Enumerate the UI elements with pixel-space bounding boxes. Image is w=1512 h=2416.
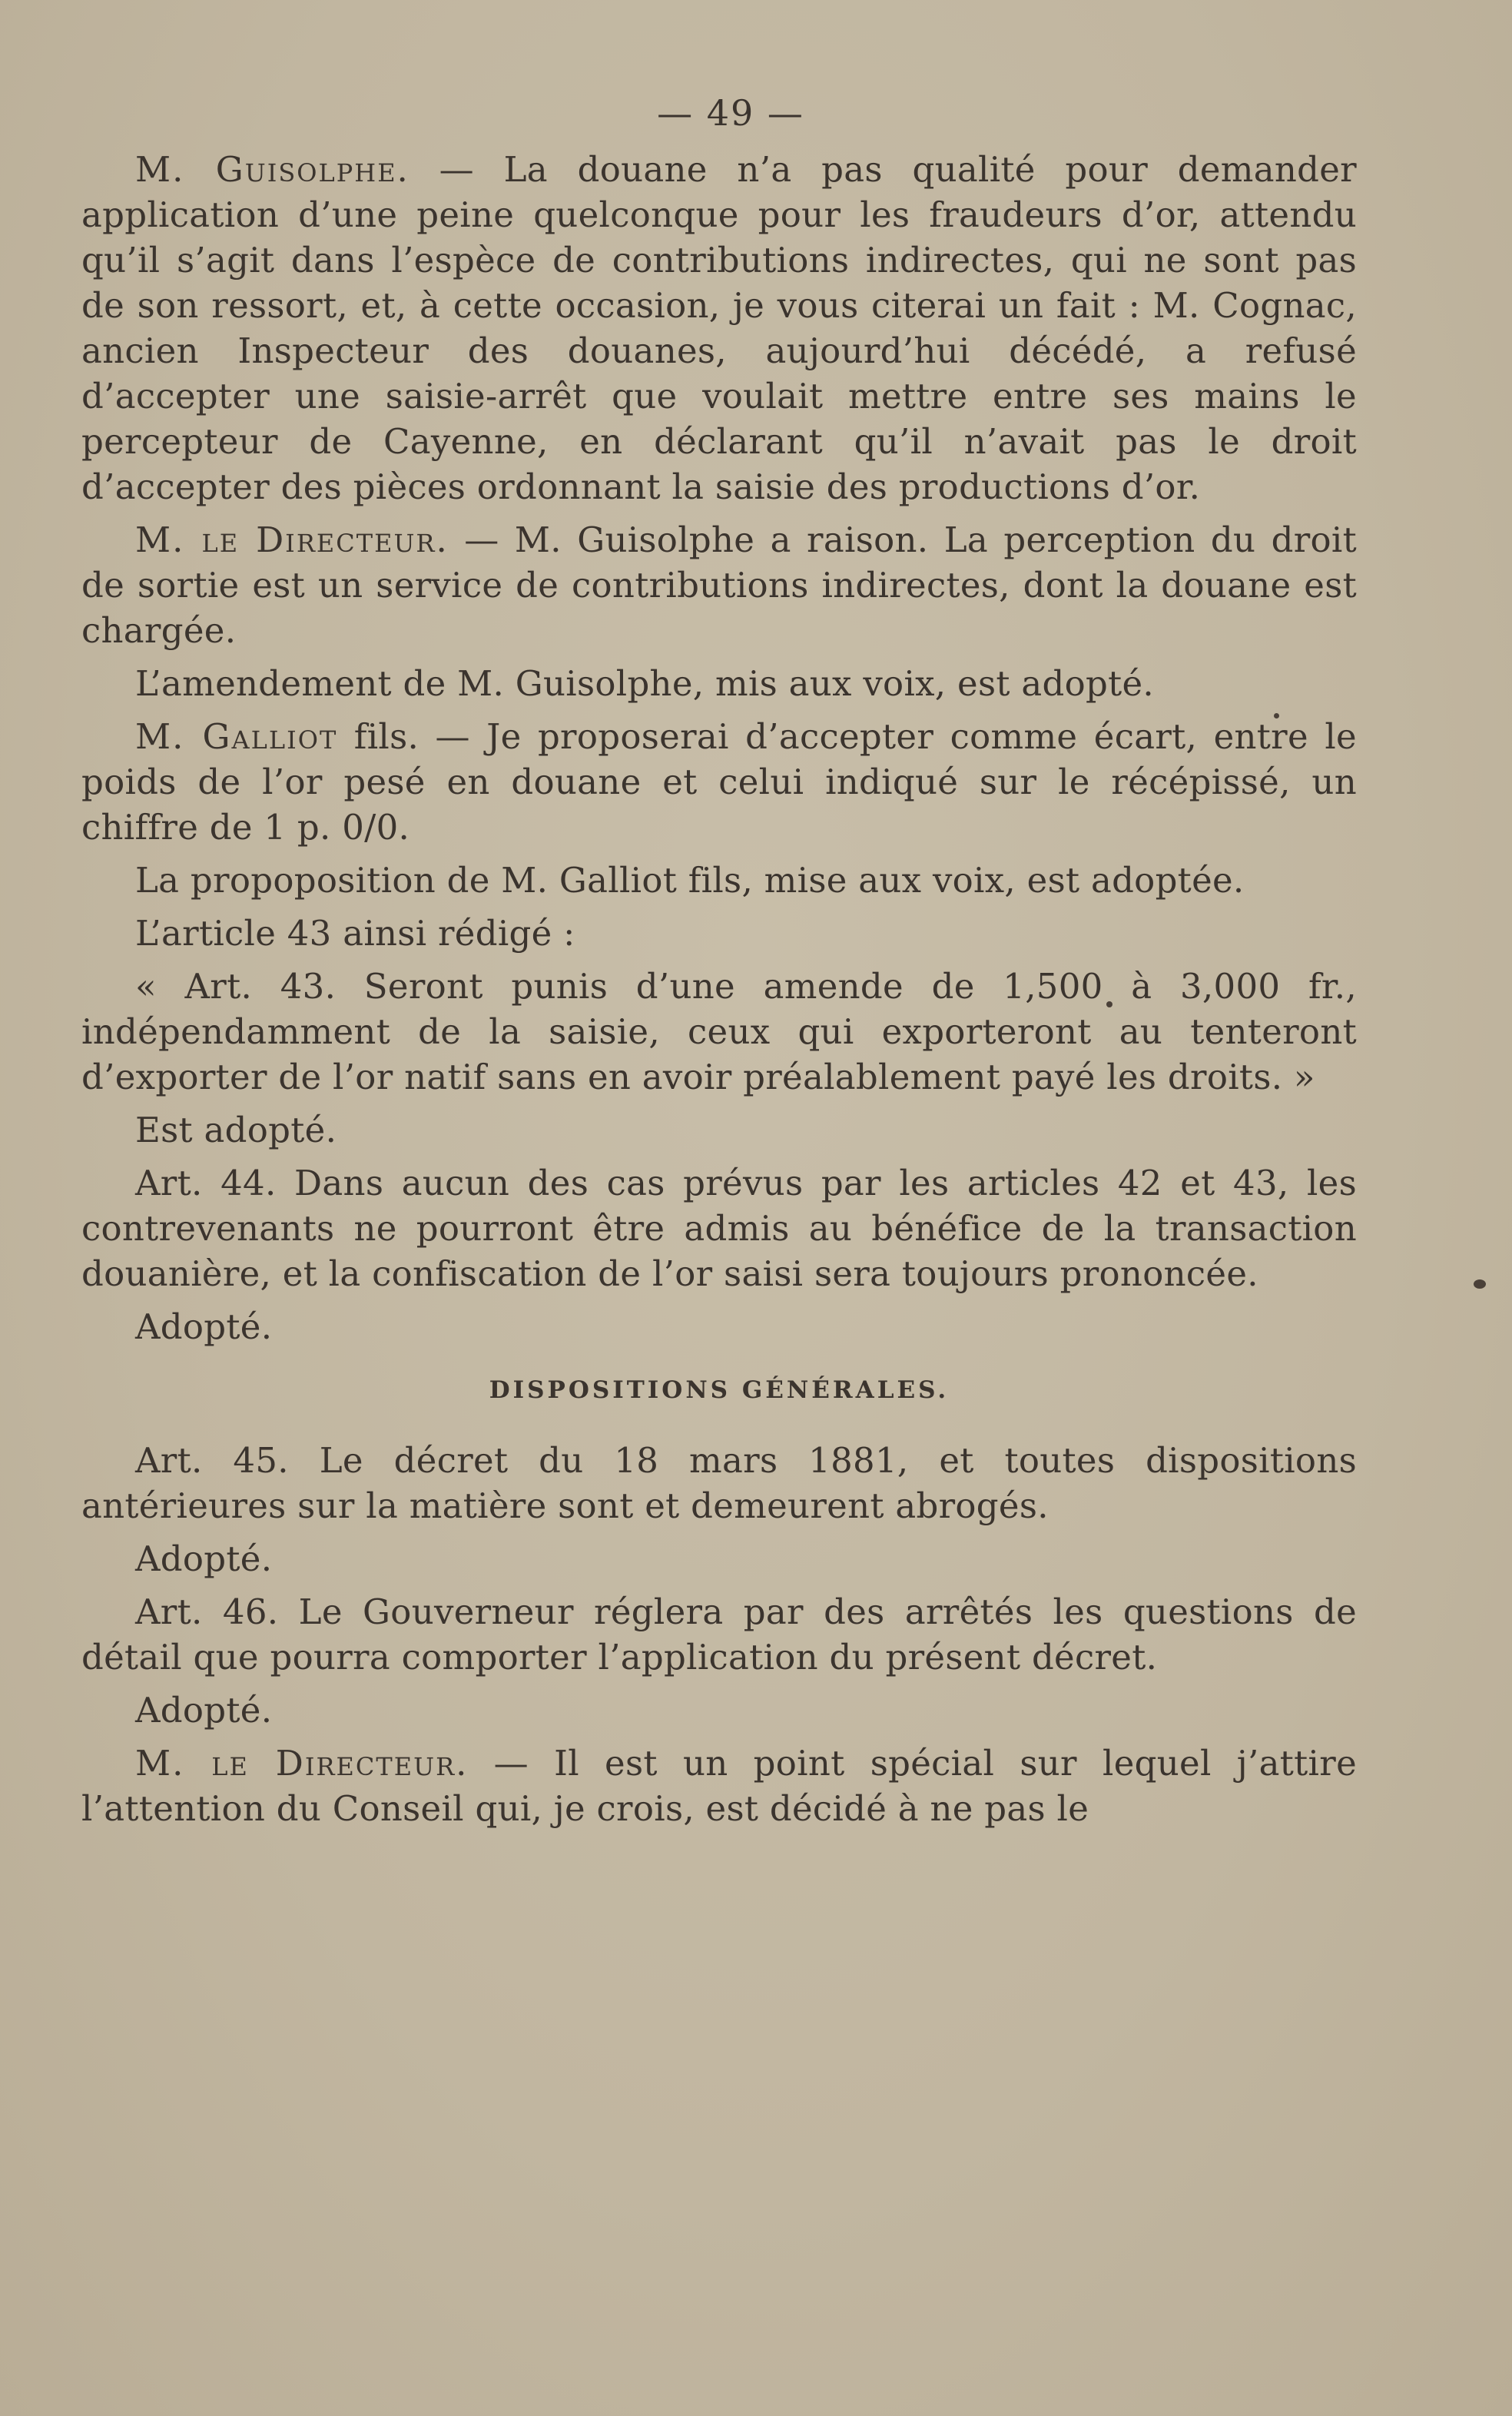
paragraph-text: — Il est un point spécial sur lequel j’attire l’attention du Conseil qui, je crois, est décidé à ne pas le <box>81 1743 1357 1829</box>
paragraph-text: L’article 43 ainsi rédigé : <box>135 913 575 954</box>
paragraph-text: « Art. 43. Seront punis d’une amende de 1,500 à 3,000 fr., indépendamment de la saisie, ceux qui exporteront au tenteront d’exporter de l’or natif sans en avoir préalablement payé les droits. » <box>81 966 1357 1097</box>
page-number: — 49 — <box>657 92 804 134</box>
paragraph-text: Adopté. <box>135 1690 273 1731</box>
paragraph <box>81 714 1357 850</box>
speaker-name: M. le Directeur. <box>135 1743 469 1784</box>
paragraph-text: Art. 45. Le décret du 18 mars 1881, et toutes dispositions antérieures sur la matière sont et demeurent abrogés. <box>81 1440 1357 1526</box>
paragraph-text: Art. 46. Le Gouverneur réglera par des arrêtés les questions de détail que pourra comporter l’application du présent décret. <box>81 1591 1357 1678</box>
paragraph-text: — La douane n’a pas qualité pour demander application d’une peine quelconque pour les fraudeurs d’or, attendu qu’il s’agit dans l’espèce de contributions indirectes, qui ne sont pas de son ressort, et, à cette occasion, je vous citerai un fait : M. Cognac, ancien Inspecteur des douanes, aujourd’hui décédé, a refusé d’accepter une saisie-arrêt que voulait mettre entre ses mains le percepteur de Cayenne, en déclarant qu’il n’avait pas le droit d’accepter des pièces ordonnant la saisie des productions d’or. <box>81 149 1357 507</box>
paragraph <box>81 1438 1357 1528</box>
paragraph <box>81 964 1357 1100</box>
section-heading: DISPOSITIONS GÉNÉRALES. <box>489 1376 950 1404</box>
paragraph <box>81 911 1357 956</box>
paragraph <box>81 1160 1357 1296</box>
paragraph <box>81 517 1357 653</box>
paragraph <box>81 1589 1357 1680</box>
paragraph <box>81 1107 1357 1153</box>
ink-speck <box>1474 1279 1486 1289</box>
page-text-block <box>81 91 1357 1839</box>
paragraph-text: — M. Guisolphe a raison. La perception du droit de sortie est un service de contributions indirectes, dont la douane est chargée. <box>81 519 1358 651</box>
paragraph-text: Adopté. <box>135 1306 273 1347</box>
paragraph-text: L’amendement de M. Guisolphe, mis aux voix, est adopté. <box>135 663 1154 704</box>
paragraph <box>81 661 1357 706</box>
paragraph <box>81 1304 1357 1349</box>
paragraph <box>81 147 1357 509</box>
speaker-name: M. le Directeur. <box>135 519 449 560</box>
paragraph <box>81 858 1357 903</box>
paragraph-text: fils. — Je proposerai d’accepter comme écart, entre le poids de l’or pesé en douane et celui indiqué sur le récépissé, un chiffre de 1 p. 0/0. <box>81 716 1357 848</box>
paragraph <box>81 1536 1357 1581</box>
paragraph-text: Art. 44. Dans aucun des cas prévus par les articles 42 et 43, les contrevenants ne pourront être admis au bénéfice de la transaction douanière, et la confiscation de l’or saisi sera toujours prononcée. <box>81 1163 1357 1294</box>
paragraph-text: Adopté. <box>135 1538 273 1579</box>
speaker-name: M. Galliot <box>135 716 338 757</box>
paragraph-text: Est adopté. <box>135 1110 337 1150</box>
paragraph <box>81 1741 1357 1831</box>
speaker-name: M. Guisolphe. <box>135 149 410 190</box>
paragraph-text: La propoposition de M. Galliot fils, mise aux voix, est adoptée. <box>135 860 1245 901</box>
paragraph <box>81 1688 1357 1733</box>
